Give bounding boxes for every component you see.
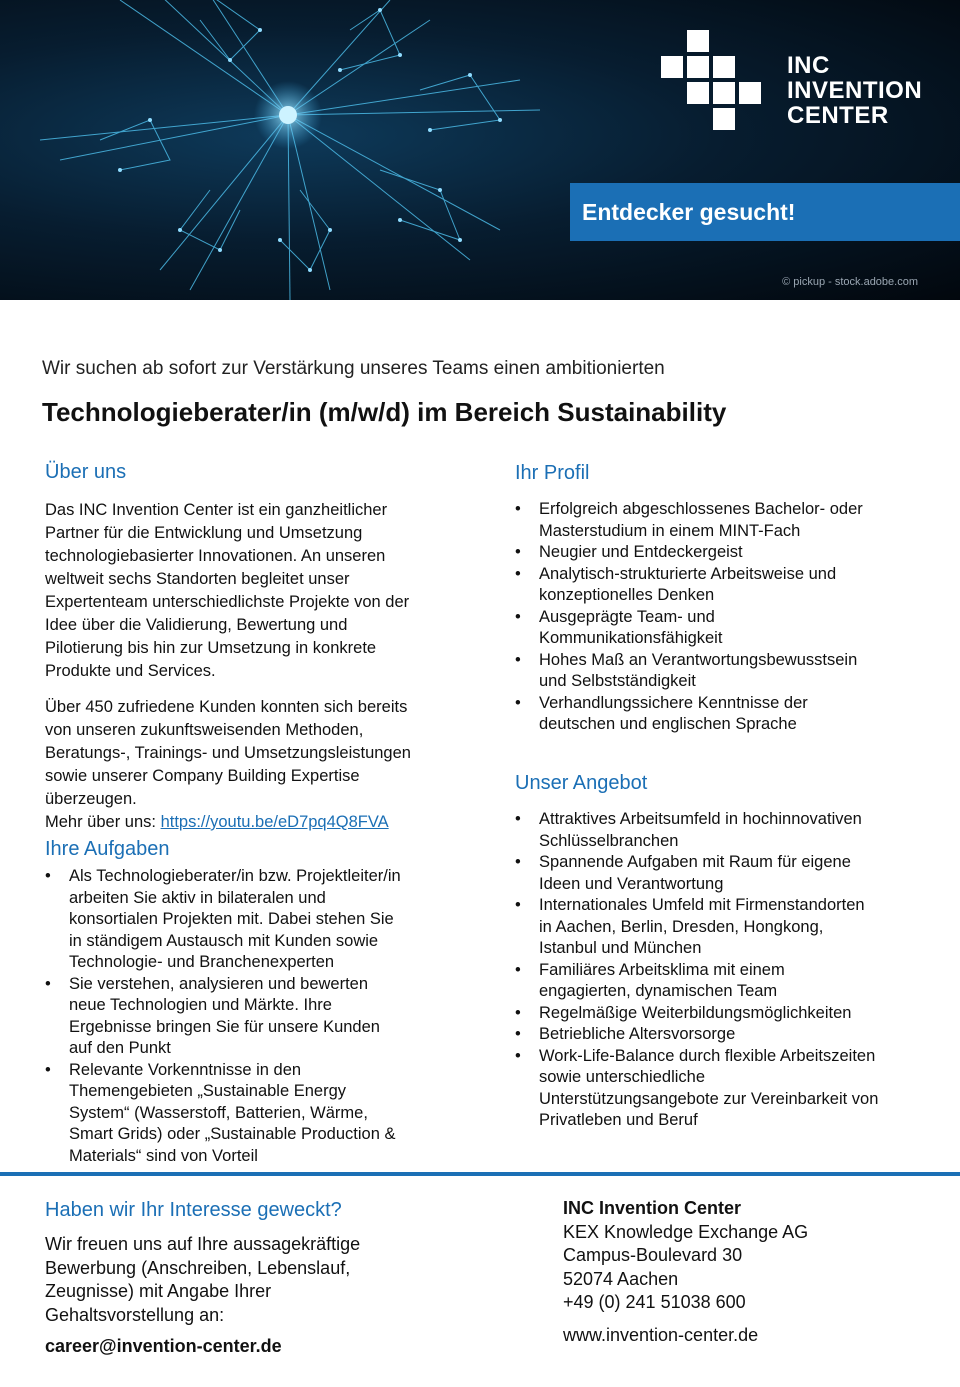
logo-wordmark: [787, 53, 922, 128]
text-line: Unterstützungsangebote zur Vereinbarkeit von: [539, 1089, 879, 1108]
text-line: überzeugen.: [45, 790, 137, 808]
bullet: •: [45, 974, 51, 993]
bullet: •: [515, 500, 521, 518]
bullet: •: [515, 693, 521, 712]
text-line: sowie unserer Company Building Expertise: [45, 767, 360, 785]
bullet: •: [515, 564, 521, 583]
text-line: Kommunikationsfähigkeit: [539, 629, 723, 647]
text-line: deutschen und englischen Sprache: [539, 715, 797, 733]
logo-line: CENTER: [787, 102, 889, 129]
text-line: System“ (Wasserstoff, Batterien, Wärme,: [69, 1103, 368, 1122]
company-name: INC Invention Center: [563, 1198, 742, 1218]
bullet: •: [515, 853, 521, 871]
text-line: 52074 Aachen: [563, 1268, 679, 1289]
career-email-link[interactable]: career@invention-center.de: [45, 1336, 282, 1356]
logo-line: INVENTION: [787, 77, 923, 104]
text-line: Schlüsselbranchen: [539, 831, 679, 850]
job-title: Technologieberater/in (m/w/d) im Bereich Sustainability: [42, 397, 727, 427]
tasks-heading: Ihre Aufgaben: [45, 838, 170, 860]
hero-banner: [0, 0, 960, 300]
list-item: [515, 693, 935, 736]
tasks-list: [45, 866, 465, 1167]
text-line: arbeiten Sie aktiv in bilateralen und: [69, 888, 326, 907]
text-line: Neugier und Entdeckergeist: [539, 543, 743, 561]
company-address: [563, 1197, 808, 1315]
text-line: in ständigem Austausch mit Kunden sowie: [69, 931, 379, 950]
text-line: sowie unterschiedliche: [539, 1068, 706, 1086]
text-line: konsortialen Projekten mit. Dabei stehen Sie: [69, 910, 394, 928]
list-item: [45, 1060, 465, 1168]
text-line: Technologie- und Branchenexperten: [69, 953, 335, 971]
application-text: [45, 1233, 360, 1327]
image-credit: © pickup - stock.adobe.com: [782, 276, 918, 288]
text-line: Als Technologieberater/in bzw. Projektleiter/in: [69, 867, 401, 885]
text-line: Hohes Maß an Verantwortungsbewusstsein: [539, 650, 858, 669]
text-line: und Selbstständigkeit: [539, 672, 696, 690]
bullet: •: [515, 896, 521, 914]
list-item: [515, 1046, 935, 1132]
offer-list: [515, 809, 935, 1132]
list-item: [515, 1003, 935, 1025]
intro-text: Wir suchen ab sofort zur Verstärkung unseres Teams einen ambitionierten: [42, 358, 665, 379]
text-line: Ergebnisse bringen Sie für unsere Kunden: [69, 1017, 380, 1036]
bullet: •: [515, 543, 521, 561]
text-line: Produkte und Services.: [45, 662, 216, 680]
text-line: KEX Knowledge Exchange AG: [563, 1221, 809, 1242]
text-line: auf den Punkt: [69, 1039, 171, 1057]
text-line: Themengebieten „Sustainable Energy: [69, 1082, 347, 1100]
text-line: Familiäres Arbeitsklima mit einem: [539, 960, 785, 979]
text-line: Privatleben und Beruf: [539, 1111, 698, 1129]
text-line: Campus-Boulevard 30: [563, 1245, 743, 1265]
list-item: [515, 1024, 935, 1046]
list-item: [515, 564, 935, 607]
logo-line: INC: [787, 52, 830, 79]
bullet: •: [45, 867, 51, 885]
bullet: •: [515, 1025, 521, 1043]
text-line: Zeugnisse) mit Angabe Ihrer: [45, 1281, 272, 1301]
tagline-banner: Entdecker gesucht!: [570, 183, 960, 241]
text-line: Materials“ sind von Vorteil: [69, 1146, 258, 1165]
bullet: •: [45, 1060, 51, 1079]
text-line: Ideen und Verantwortung: [539, 874, 724, 893]
text-line: Spannende Aufgaben mit Raum für eigene: [539, 853, 851, 871]
text-line: Smart Grids) oder „Sustainable Production &: [69, 1125, 396, 1143]
list-item: [45, 866, 465, 974]
list-item: [515, 607, 935, 650]
list-item: [515, 960, 935, 1003]
offer-heading: Unser Angebot: [515, 772, 648, 794]
bullet: •: [515, 1046, 521, 1065]
text-line: Work-Life-Balance durch flexible Arbeitszeiten: [539, 1046, 876, 1065]
bullet: •: [515, 607, 521, 626]
list-item: [45, 974, 465, 1060]
text-line: neue Technologien und Märkte. Ihre: [69, 996, 332, 1014]
text-line: Bewerbung (Anschreiben, Lebenslauf,: [45, 1257, 351, 1278]
text-line: Analytisch-strukturierte Arbeitsweise und: [539, 564, 837, 583]
phone-number: +49 (0) 241 51038 600: [563, 1292, 746, 1312]
text-line: von unseren zukunftsweisenden Methoden,: [45, 721, 364, 739]
text-line: Idee über die Validierung, Bewertung und: [45, 616, 348, 634]
list-item: [515, 852, 935, 895]
text-line: Sie verstehen, analysieren und bewerten: [69, 974, 369, 993]
inc-logo-icon: [661, 30, 761, 130]
text-line: Masterstudium in einem MINT-Fach: [539, 521, 801, 540]
network-star-graphic: [0, 0, 960, 300]
text-line: Ausgeprägte Team- und: [539, 607, 715, 626]
text-line: Pilotierung bis hin zur Umsetzung in konkrete: [45, 639, 377, 657]
about-paragraph-2: [45, 696, 411, 834]
section-divider: [0, 1172, 960, 1176]
list-item: [515, 499, 935, 542]
text-line: Internationales Umfeld mit Firmenstandorten: [539, 896, 865, 914]
text-line: Wir freuen uns auf Ihre aussagekräftige: [45, 1234, 361, 1254]
text-line: Relevante Vorkenntnisse in den: [69, 1060, 302, 1079]
text-line: Istanbul und München: [539, 939, 702, 957]
text-line: konzeptionelles Denken: [539, 586, 715, 604]
text-line: Expertenteam unterschiedlichste Projekte von der: [45, 593, 410, 611]
text-line: Regelmäßige Weiterbildungsmöglichkeiten: [539, 1003, 852, 1022]
more-about-line: [45, 811, 411, 834]
text-line: Gehaltsvorstellung an:: [45, 1304, 225, 1325]
more-about-label: Mehr über uns:: [45, 813, 161, 831]
bullet: •: [515, 810, 521, 828]
list-item: [515, 895, 935, 960]
text-line: technologiebasierter Innovationen. An unseren: [45, 547, 386, 565]
text-line: Beratungs-, Trainings- und Umsetzungsleistungen: [45, 744, 411, 762]
youtube-link[interactable]: https://youtu.be/eD7pq4Q8FVA: [160, 813, 389, 831]
list-item: [515, 542, 935, 564]
text-line: Erfolgreich abgeschlossenes Bachelor- oder: [539, 500, 863, 518]
about-heading: Über uns: [45, 461, 127, 483]
text-line: in Aachen, Berlin, Dresden, Hongkong,: [539, 917, 824, 936]
text-line: Über 450 zufriedene Kunden konnten sich bereits: [45, 698, 408, 716]
text-line: Verhandlungssichere Kenntnisse der: [539, 693, 808, 712]
text-line: engagierten, dynamischen Team: [539, 982, 778, 1000]
about-paragraph-1: [45, 499, 409, 683]
text-line: Betriebliche Altersvorsorge: [539, 1025, 736, 1043]
profile-heading: Ihr Profil: [515, 462, 590, 484]
text-line: Attraktives Arbeitsumfeld in hochinnovativen: [539, 810, 862, 828]
bullet: •: [515, 650, 521, 669]
text-line: weltweit sechs Standorten begleitet unser: [45, 570, 350, 588]
profile-list: [515, 499, 935, 736]
bullet: •: [515, 960, 521, 979]
website-link[interactable]: www.invention-center.de: [563, 1325, 759, 1345]
list-item: [515, 650, 935, 693]
list-item: [515, 809, 935, 852]
text-line: Partner für die Entwicklung und Umsetzung: [45, 524, 363, 542]
text-line: Das INC Invention Center ist ein ganzheitlicher: [45, 501, 388, 519]
bullet: •: [515, 1003, 521, 1022]
contact-heading: Haben wir Ihr Interesse geweckt?: [45, 1199, 342, 1221]
